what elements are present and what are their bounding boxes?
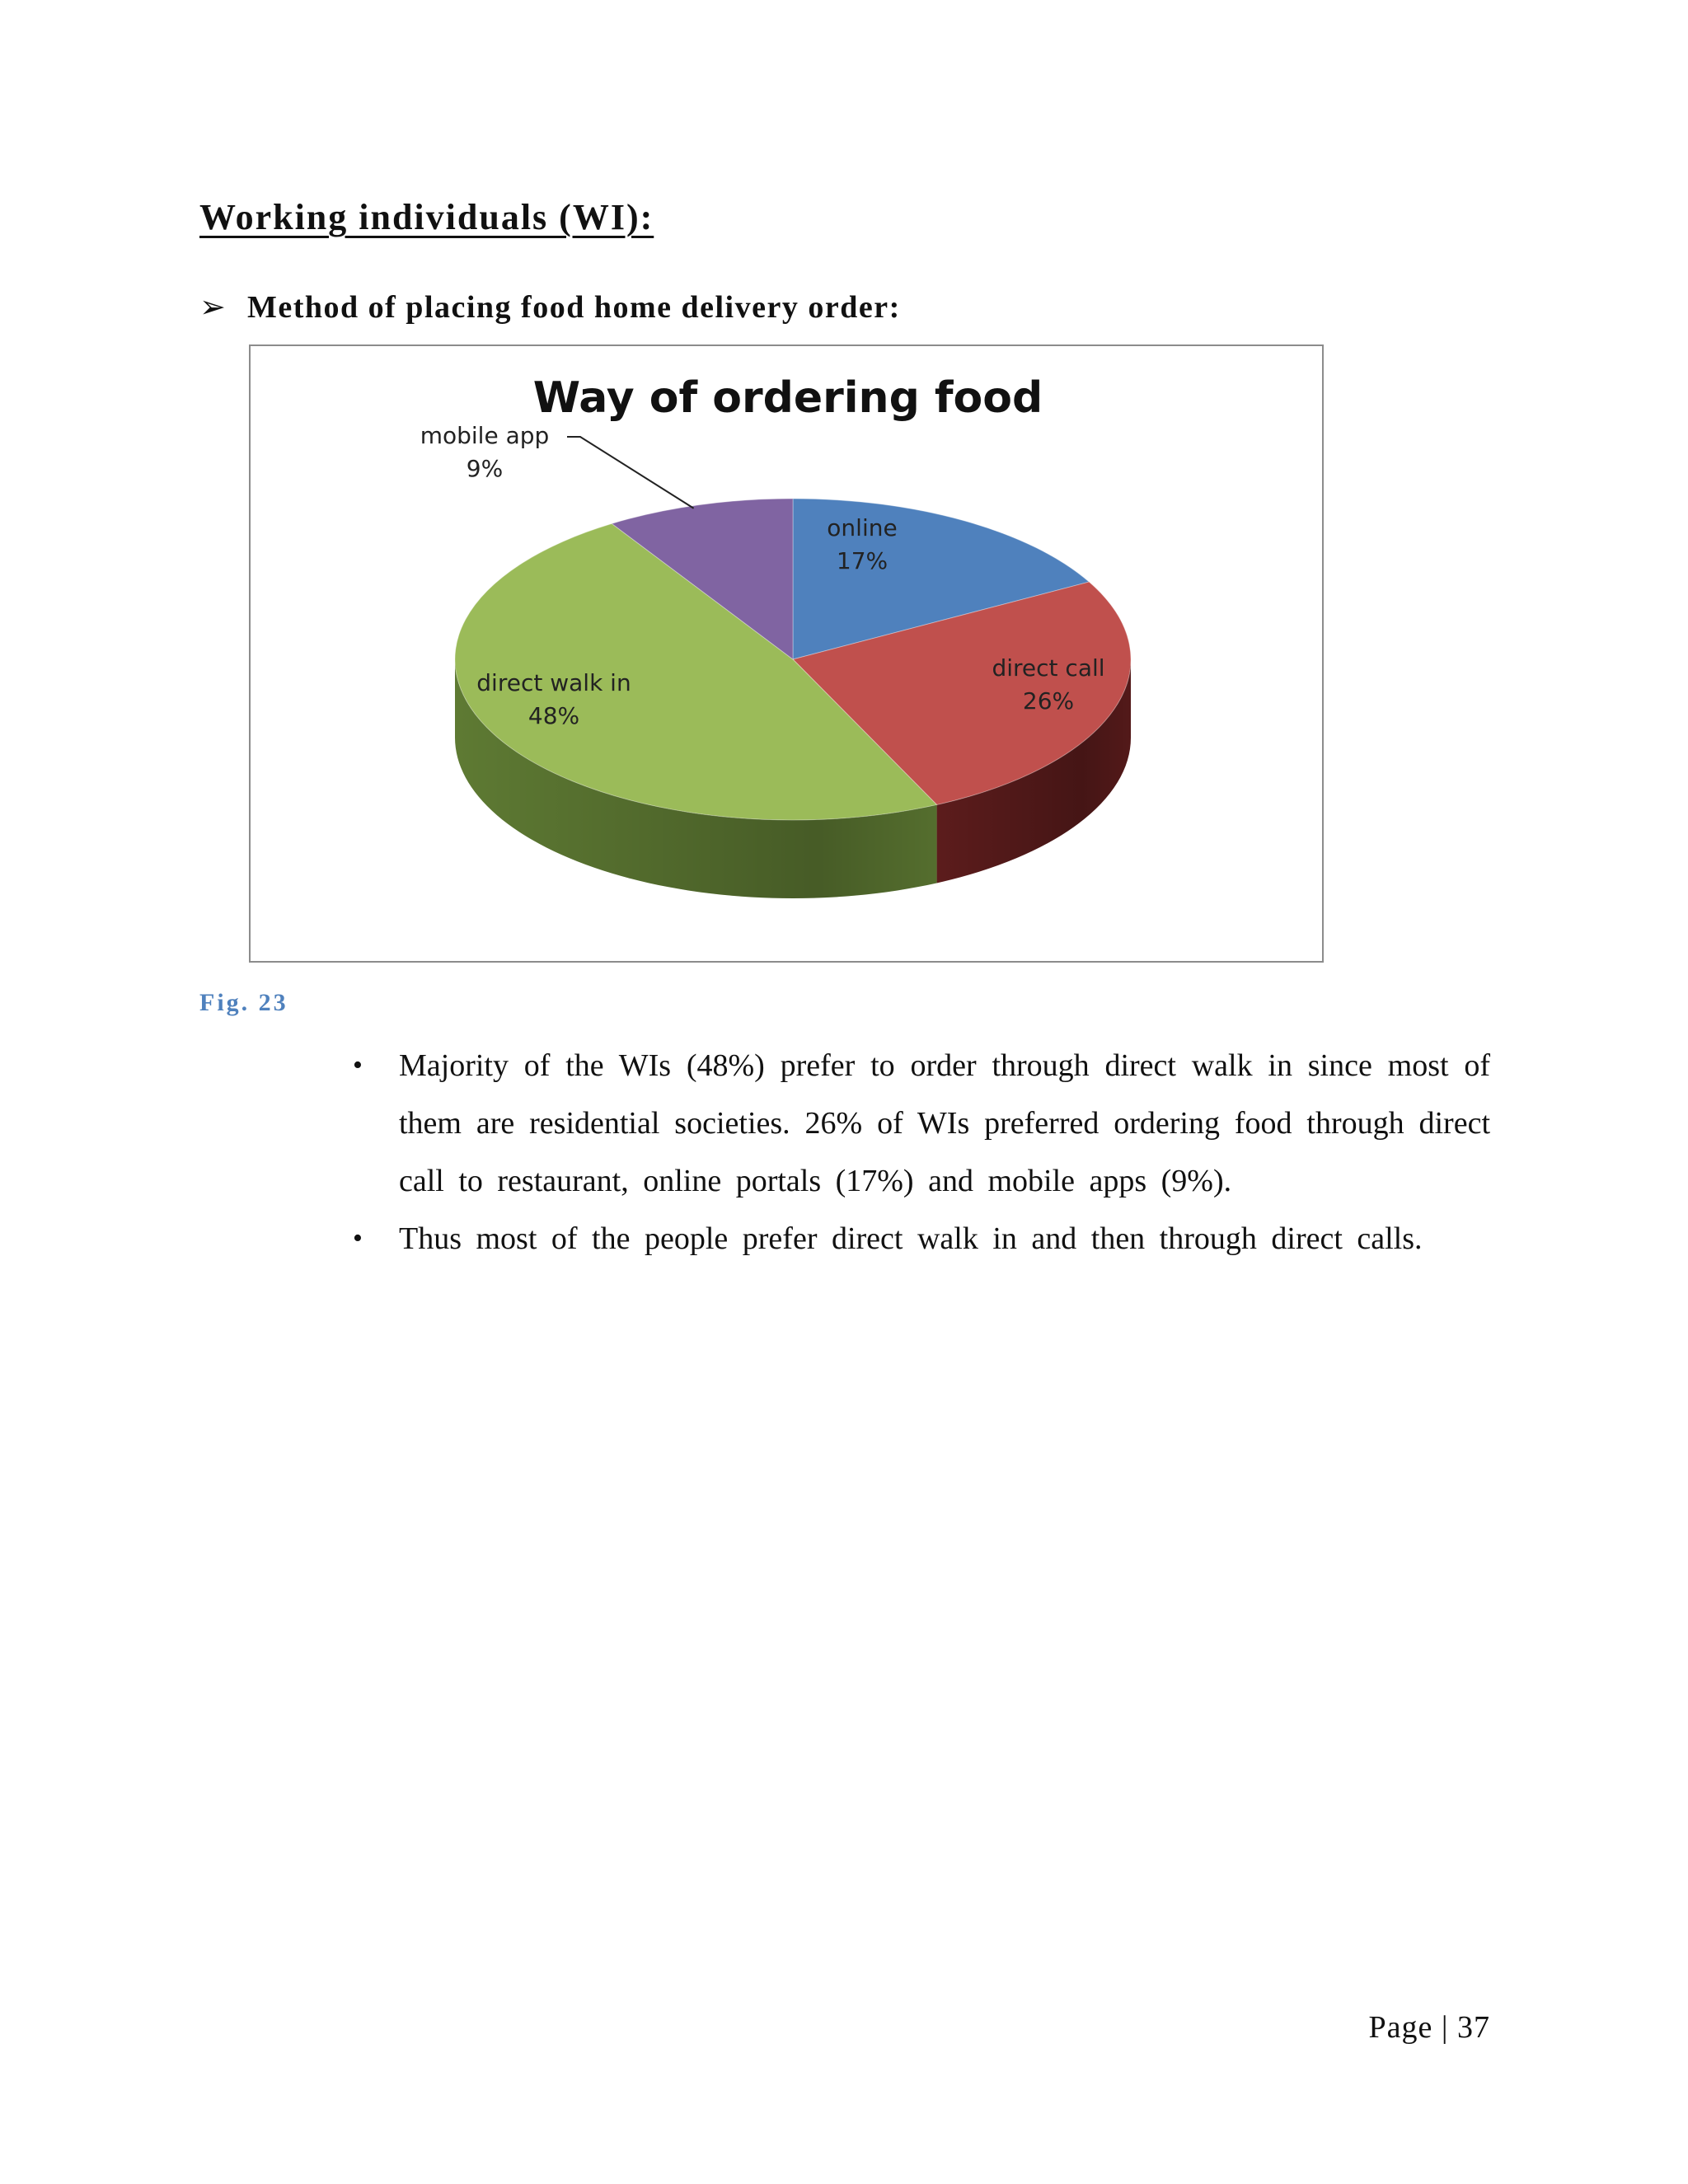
- section-heading: Working individuals (WI):: [199, 197, 654, 237]
- pie-slice-percent: 9%: [466, 455, 504, 482]
- findings-list: [346, 1037, 1490, 1268]
- pie-slice-percent: 48%: [528, 702, 580, 729]
- bullet-dot-icon: •: [353, 1050, 363, 1080]
- pie-chart-canvas: [251, 346, 1322, 961]
- pie-slice-label: direct walk in: [476, 669, 631, 696]
- pie-slice-label: direct call: [992, 654, 1105, 682]
- list-item-text: Thus most of the people prefer direct walk in and then through direct calls.: [399, 1221, 1423, 1256]
- figure-caption: Fig. 23: [199, 989, 288, 1016]
- list-item-text: Majority of the WIs (48%) prefer to order through direct walk in since most of them are residential societies. 26% of WIs preferred ordering food through direct call to restaurant, online portals (17%) and mobile apps (9%).: [399, 1048, 1490, 1198]
- chart-title: Way of ordering food: [532, 373, 1043, 423]
- pie-slice-label: mobile app: [420, 422, 550, 449]
- list-item: [346, 1037, 1490, 1210]
- subsection-heading-text: Method of placing food home delivery order:: [247, 290, 901, 325]
- pie-slice-label: online: [827, 514, 898, 541]
- bullet-dot-icon: •: [353, 1223, 363, 1254]
- leader-line: [567, 437, 694, 509]
- pie-slice-percent: 17%: [836, 547, 889, 574]
- list-item: [346, 1210, 1490, 1268]
- pie-chart: [249, 344, 1324, 963]
- page-number: Page | 37: [1368, 2010, 1490, 2045]
- pie-slice-percent: 26%: [1022, 687, 1075, 715]
- subsection-heading: [199, 288, 901, 326]
- arrow-bullet-icon: ➢: [199, 290, 227, 325]
